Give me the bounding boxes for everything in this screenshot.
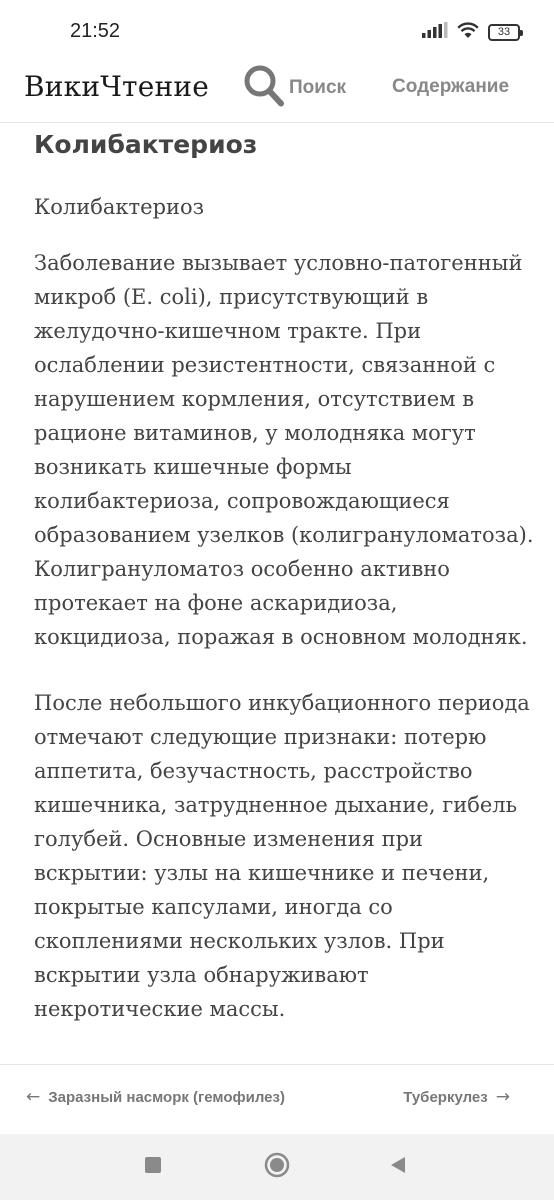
- previous-article-link[interactable]: [26, 1089, 285, 1106]
- back-button[interactable]: [385, 1154, 411, 1180]
- recents-button[interactable]: [140, 1154, 166, 1180]
- status-bar: [0, 0, 554, 62]
- article-content[interactable]: [34, 122, 534, 1064]
- back-triangle-icon: [388, 1155, 408, 1180]
- article-paragraph: После небольшого инкубационного периода отмечают следующие признаки: потерю аппетита, безучастность, расстройство кишечника, затрудненное дыхание, гибель голубей. Основные изменения при вскрытии: узлы на кишечнике и печени, покрытые капсулами, иногда со скоплениями нескольких узлов. При вскрытии узла обнаруживают некротические массы.: [34, 691, 530, 1021]
- article-paragraph: Заболевание вызывает условно-патогенный микроб (E. coli), присутствующий в желудочно-кишечном тракте. При ослаблении резистентности, связанной с нарушением кормления, отсутствием в рационе витаминов, у молодняка могут возникать кишечные формы колибактериоза, сопровождающиеся образованием узелков (колигрануломатоза). Колигрануломатоз особенно активно протекает на фоне аскаридиоза, кокцидиоза, поражая в основном молодняк.: [34, 251, 534, 649]
- article-navigation: [0, 1064, 554, 1135]
- arrow-left-icon: ←: [26, 1087, 41, 1107]
- status-icons: [422, 20, 520, 44]
- contents-button[interactable]: Содержание: [392, 76, 510, 97]
- next-article-link[interactable]: [403, 1089, 510, 1106]
- search-button[interactable]: [243, 64, 346, 112]
- home-circle-icon: [264, 1152, 290, 1183]
- signal-icon: [422, 22, 448, 43]
- search-label: Поиск: [289, 77, 347, 98]
- app-header: [0, 62, 554, 123]
- wifi-icon: [456, 21, 480, 44]
- next-article-label: Туберкулез: [403, 1089, 488, 1106]
- app-logo[interactable]: ВикиЧтение: [24, 70, 209, 103]
- system-navigation-bar: [0, 1134, 554, 1200]
- article-subtitle: Колибактериоз: [34, 195, 205, 219]
- article-fade: [34, 1046, 534, 1064]
- article-title: Колибактериоз: [34, 130, 258, 159]
- previous-article-label: Заразный насморк (гемофилез): [48, 1089, 285, 1106]
- battery-icon: 33: [488, 24, 520, 41]
- status-time: 21:52: [70, 20, 121, 42]
- recents-square-icon: [144, 1156, 162, 1179]
- home-button[interactable]: [264, 1154, 290, 1180]
- arrow-right-icon: →: [495, 1087, 510, 1107]
- search-icon: [243, 64, 285, 113]
